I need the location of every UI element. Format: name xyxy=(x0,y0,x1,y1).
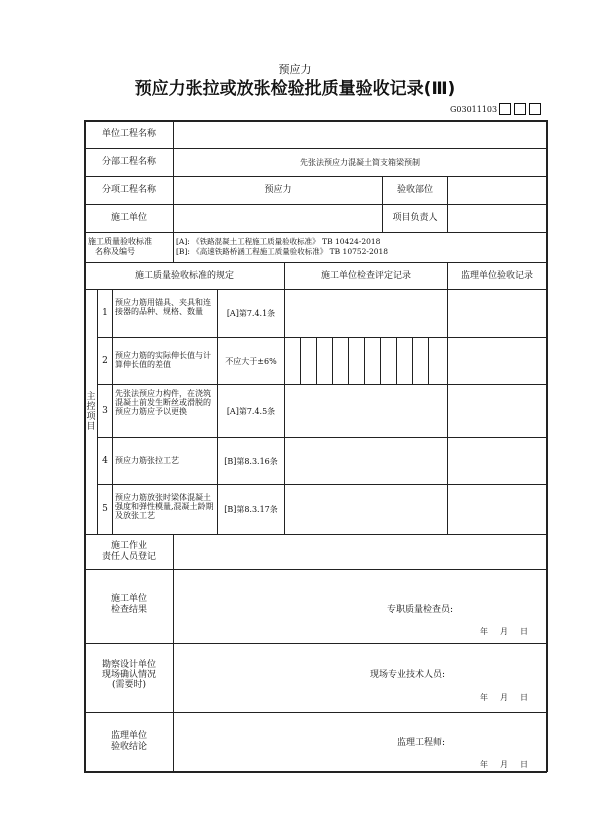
item-4-no: 4 xyxy=(102,455,108,466)
design-year: 年 xyxy=(480,693,488,702)
code-box-3[interactable] xyxy=(529,103,541,115)
project-manager-label: 项目负责人 xyxy=(392,213,438,223)
design-label-1: 勘察设计单位 xyxy=(101,660,156,670)
col-supervision-header: 监理单位验收记录 xyxy=(460,270,533,281)
acceptance-part-label: 验收部位 xyxy=(396,185,433,195)
check-label-1: 施工单位 xyxy=(110,594,147,604)
project-manager-value[interactable] xyxy=(448,205,546,232)
item-1-desc: 预应力筋用锚具、夹具和连接器的品种、规格、数量 xyxy=(115,298,211,316)
col-spec-header: 施工质量验收标准的规定 xyxy=(134,270,234,281)
subitem-value[interactable]: 预应力 xyxy=(264,185,292,195)
item-3-clause: [A]第7.4.5条 xyxy=(226,406,276,416)
supervisor-day: 日 xyxy=(520,760,528,769)
worker-label-1: 施工作业 xyxy=(110,541,147,551)
design-month: 月 xyxy=(500,693,508,702)
supervisor-year: 年 xyxy=(480,760,488,769)
main-items-label xyxy=(86,392,97,432)
design-label-3: (需要时) xyxy=(111,680,147,690)
check-signature-label: 专职质量检查员: xyxy=(387,605,454,615)
item-5-desc: 预应力筋放张时梁体混凝土强度和弹性模量,混凝土龄期及放张工艺 xyxy=(115,493,214,520)
item-4-desc: 预应力筋张拉工艺 xyxy=(115,456,179,465)
unit-project-value[interactable] xyxy=(174,121,546,148)
unit-project-label: 单位工程名称 xyxy=(101,129,156,139)
code-box-2[interactable] xyxy=(514,103,526,115)
check-day: 日 xyxy=(520,627,528,636)
design-signature-label: 现场专业技术人员: xyxy=(370,670,446,680)
standard-label-1: 施工质量验收标准 xyxy=(88,237,152,246)
standard-b: [B]: 《高速铁路桥涵工程施工质量验收标准》 TB 10752-2018 xyxy=(176,247,389,256)
item-1-clause: [A]第7.4.1条 xyxy=(226,309,276,318)
item-3-desc: 先张法预应力构件，在浇筑混凝土前发生断丝或滑脱的预应力筋应予以更换 xyxy=(115,389,211,416)
item-5-clause: [B]第8.3.17条 xyxy=(224,505,278,514)
item-2-clause: 不应大于±6% xyxy=(225,356,277,366)
code-box-1[interactable] xyxy=(499,103,511,115)
item-5-no: 5 xyxy=(102,504,108,514)
construction-unit-label: 施工单位 xyxy=(110,213,147,223)
supervisor-label-2: 验收结论 xyxy=(110,742,147,752)
page-title: 预应力张拉或放张检验批质量验收记录(Ⅲ) xyxy=(134,79,456,99)
form-code: G03011103 xyxy=(450,105,498,114)
division-value[interactable]: 先张法预应力混凝土简支箱梁预制 xyxy=(300,158,420,167)
check-label-2: 检查结果 xyxy=(110,605,147,615)
item-1-no: 1 xyxy=(102,308,108,318)
supervisor-signature-label: 监理工程师: xyxy=(397,738,446,748)
standard-label-2: 名称及编号 xyxy=(95,247,135,256)
main-items-label-text: 主控项目 xyxy=(86,392,96,432)
worker-value[interactable] xyxy=(174,535,546,569)
worker-label-2: 责任人员登记 xyxy=(101,552,156,562)
division-label: 分部工程名称 xyxy=(101,157,156,167)
item-2-desc: 预应力筋的实际伸长值与计算伸长值的差值 xyxy=(115,351,211,369)
item-3-no: 3 xyxy=(102,405,108,416)
check-month: 月 xyxy=(500,627,508,636)
supervisor-month: 月 xyxy=(500,760,508,769)
subitem-label: 分项工程名称 xyxy=(101,185,156,195)
col-construction-header: 施工单位检查评定记录 xyxy=(320,270,411,281)
check-year: 年 xyxy=(480,627,488,636)
acceptance-part-value[interactable] xyxy=(448,177,546,204)
standard-a: [A]: 《铁路混凝土工程施工质量验收标准》 TB 10424-2018 xyxy=(176,237,381,246)
construction-unit-value[interactable] xyxy=(174,205,382,232)
item-2-no: 2 xyxy=(102,355,108,366)
category-label: 预应力 xyxy=(278,63,312,76)
supervisor-label-1: 监理单位 xyxy=(110,731,147,741)
item-4-clause: [B]第8.3.16条 xyxy=(224,456,278,466)
design-label-2: 现场确认情况 xyxy=(101,670,156,680)
design-day: 日 xyxy=(520,693,528,702)
